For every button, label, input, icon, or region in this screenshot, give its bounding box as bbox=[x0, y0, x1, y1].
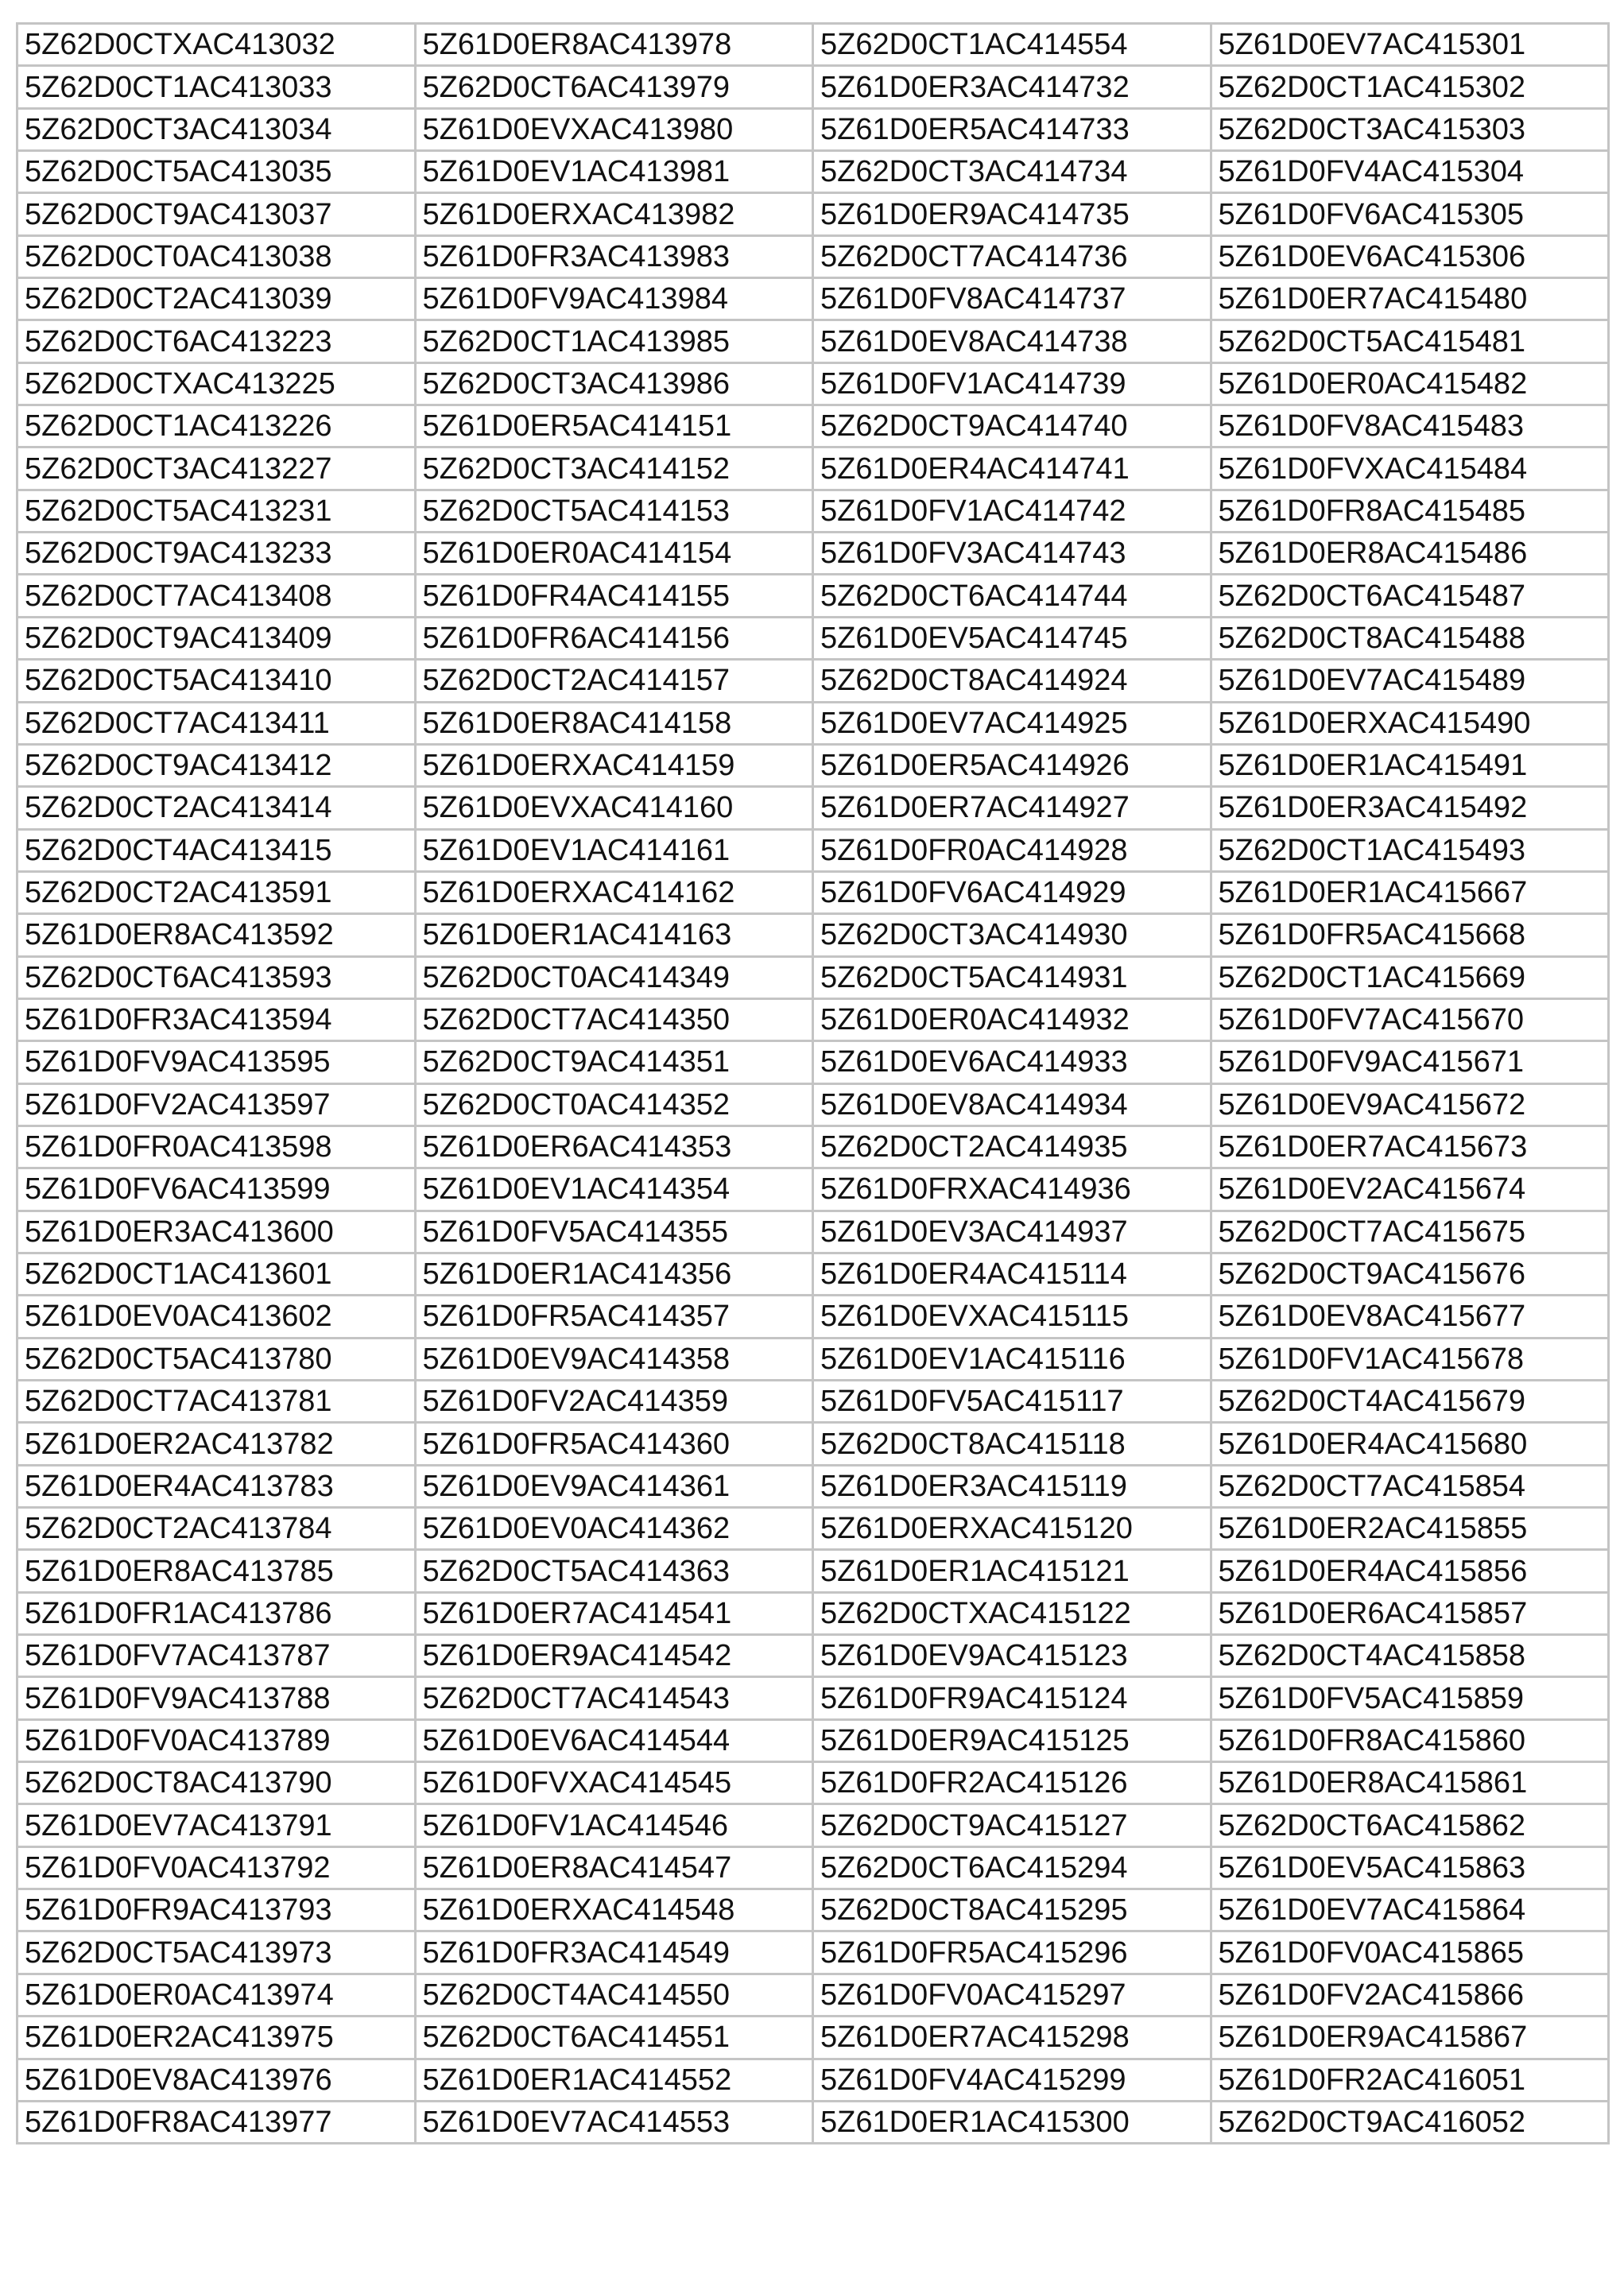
vin-cell: 5Z61D0FVXAC415484 bbox=[1211, 447, 1609, 490]
vin-cell: 5Z61D0EV7AC415864 bbox=[1211, 1889, 1609, 1931]
vin-cell: 5Z61D0ER1AC414163 bbox=[415, 914, 813, 956]
table-row bbox=[17, 1592, 1609, 1634]
table-row bbox=[17, 1126, 1609, 1168]
vin-cell: 5Z62D0CT5AC413231 bbox=[17, 490, 416, 532]
vin-table-body bbox=[17, 24, 1609, 2144]
vin-cell: 5Z61D0ER5AC414733 bbox=[813, 108, 1211, 150]
vin-cell: 5Z61D0ER3AC414732 bbox=[813, 66, 1211, 108]
vin-cell: 5Z61D0FR1AC413786 bbox=[17, 1592, 416, 1634]
table-row bbox=[17, 1635, 1609, 1677]
vin-cell: 5Z62D0CT6AC415862 bbox=[1211, 1804, 1609, 1846]
vin-cell: 5Z62D0CT2AC414935 bbox=[813, 1126, 1211, 1168]
vin-cell: 5Z62D0CT4AC415858 bbox=[1211, 1635, 1609, 1677]
vin-cell: 5Z62D0CT6AC414551 bbox=[415, 2017, 813, 2059]
vin-cell: 5Z61D0ER5AC414926 bbox=[813, 744, 1211, 786]
vin-table bbox=[16, 22, 1610, 2144]
vin-cell: 5Z61D0FRXAC414936 bbox=[813, 1168, 1211, 1211]
vin-cell: 5Z61D0FV6AC415305 bbox=[1211, 193, 1609, 235]
table-row bbox=[17, 66, 1609, 108]
vin-cell: 5Z62D0CT7AC414543 bbox=[415, 1677, 813, 1719]
table-row bbox=[17, 1931, 1609, 1974]
vin-cell: 5Z61D0FR2AC415126 bbox=[813, 1762, 1211, 1804]
vin-cell: 5Z61D0ER0AC414932 bbox=[813, 998, 1211, 1040]
vin-cell: 5Z61D0EV0AC414362 bbox=[415, 1508, 813, 1550]
vin-cell: 5Z61D0ER8AC414158 bbox=[415, 702, 813, 744]
vin-cell: 5Z61D0FV9AC413984 bbox=[415, 278, 813, 320]
vin-cell: 5Z62D0CTXAC413225 bbox=[17, 362, 416, 405]
vin-cell: 5Z61D0EV1AC414354 bbox=[415, 1168, 813, 1211]
vin-cell: 5Z61D0FV7AC413787 bbox=[17, 1635, 416, 1677]
vin-cell: 5Z61D0FR9AC415124 bbox=[813, 1677, 1211, 1719]
vin-cell: 5Z61D0EV8AC414738 bbox=[813, 320, 1211, 362]
vin-cell: 5Z62D0CT4AC414550 bbox=[415, 1974, 813, 2016]
vin-cell: 5Z62D0CT5AC414931 bbox=[813, 956, 1211, 998]
vin-cell: 5Z62D0CT1AC415669 bbox=[1211, 956, 1609, 998]
vin-cell: 5Z61D0FV2AC413597 bbox=[17, 1083, 416, 1126]
vin-cell: 5Z62D0CT3AC415303 bbox=[1211, 108, 1609, 150]
vin-cell: 5Z62D0CT8AC415118 bbox=[813, 1423, 1211, 1465]
vin-cell: 5Z61D0EV7AC415301 bbox=[1211, 24, 1609, 66]
vin-cell: 5Z61D0EV0AC413602 bbox=[17, 1296, 416, 1338]
vin-cell: 5Z61D0FV8AC414737 bbox=[813, 278, 1211, 320]
vin-cell: 5Z61D0FV6AC413599 bbox=[17, 1168, 416, 1211]
vin-cell: 5Z62D0CTXAC415122 bbox=[813, 1592, 1211, 1634]
vin-cell: 5Z62D0CT8AC415295 bbox=[813, 1889, 1211, 1931]
vin-cell: 5Z62D0CT9AC413233 bbox=[17, 533, 416, 575]
vin-cell: 5Z61D0EV6AC415306 bbox=[1211, 235, 1609, 277]
vin-cell: 5Z61D0ER1AC414356 bbox=[415, 1253, 813, 1295]
vin-cell: 5Z61D0EV1AC414161 bbox=[415, 829, 813, 871]
table-row bbox=[17, 193, 1609, 235]
table-row bbox=[17, 914, 1609, 956]
table-row bbox=[17, 278, 1609, 320]
table-row bbox=[17, 617, 1609, 659]
vin-cell: 5Z62D0CT1AC415302 bbox=[1211, 66, 1609, 108]
vin-cell: 5Z62D0CT9AC414740 bbox=[813, 405, 1211, 447]
vin-cell: 5Z61D0ER4AC415856 bbox=[1211, 1550, 1609, 1592]
vin-cell: 5Z62D0CT6AC413593 bbox=[17, 956, 416, 998]
vin-cell: 5Z61D0ER8AC414547 bbox=[415, 1846, 813, 1889]
vin-cell: 5Z62D0CT6AC413223 bbox=[17, 320, 416, 362]
vin-cell: 5Z61D0ERXAC414548 bbox=[415, 1889, 813, 1931]
table-row bbox=[17, 235, 1609, 277]
vin-cell: 5Z61D0FV1AC414739 bbox=[813, 362, 1211, 405]
vin-cell: 5Z62D0CT1AC413601 bbox=[17, 1253, 416, 1295]
vin-cell: 5Z61D0FV0AC415865 bbox=[1211, 1931, 1609, 1974]
table-row bbox=[17, 533, 1609, 575]
vin-cell: 5Z62D0CT7AC415675 bbox=[1211, 1211, 1609, 1253]
vin-cell: 5Z62D0CT9AC414351 bbox=[415, 1041, 813, 1083]
vin-cell: 5Z61D0EV5AC414745 bbox=[813, 617, 1211, 659]
vin-cell: 5Z62D0CT2AC413591 bbox=[17, 871, 416, 913]
vin-cell: 5Z61D0ER2AC415855 bbox=[1211, 1508, 1609, 1550]
vin-cell: 5Z62D0CT9AC413412 bbox=[17, 744, 416, 786]
vin-cell: 5Z61D0EV9AC414358 bbox=[415, 1338, 813, 1380]
vin-cell: 5Z61D0ER0AC413974 bbox=[17, 1974, 416, 2016]
table-row bbox=[17, 744, 1609, 786]
vin-cell: 5Z61D0EV7AC414925 bbox=[813, 702, 1211, 744]
vin-cell: 5Z62D0CT2AC413039 bbox=[17, 278, 416, 320]
vin-cell: 5Z61D0ER6AC415857 bbox=[1211, 1592, 1609, 1634]
vin-cell: 5Z61D0ER2AC413782 bbox=[17, 1423, 416, 1465]
vin-cell: 5Z61D0ER7AC415480 bbox=[1211, 278, 1609, 320]
vin-cell: 5Z62D0CT5AC413780 bbox=[17, 1338, 416, 1380]
vin-cell: 5Z61D0FV4AC415304 bbox=[1211, 151, 1609, 193]
vin-cell: 5Z61D0ERXAC415120 bbox=[813, 1508, 1211, 1550]
vin-cell: 5Z62D0CT5AC415481 bbox=[1211, 320, 1609, 362]
table-row bbox=[17, 1465, 1609, 1507]
vin-cell: 5Z61D0ERXAC413982 bbox=[415, 193, 813, 235]
vin-cell: 5Z62D0CT0AC413038 bbox=[17, 235, 416, 277]
vin-cell: 5Z62D0CT5AC414363 bbox=[415, 1550, 813, 1592]
vin-cell: 5Z62D0CT6AC414744 bbox=[813, 575, 1211, 617]
vin-cell: 5Z61D0EV3AC414937 bbox=[813, 1211, 1211, 1253]
vin-cell: 5Z62D0CT5AC413410 bbox=[17, 660, 416, 702]
vin-cell: 5Z61D0ER4AC415680 bbox=[1211, 1423, 1609, 1465]
vin-cell: 5Z61D0FR5AC414360 bbox=[415, 1423, 813, 1465]
table-row bbox=[17, 660, 1609, 702]
vin-cell: 5Z61D0ERXAC414159 bbox=[415, 744, 813, 786]
vin-cell: 5Z61D0ER8AC413592 bbox=[17, 914, 416, 956]
vin-cell: 5Z62D0CT8AC413790 bbox=[17, 1762, 416, 1804]
vin-cell: 5Z61D0ER1AC415121 bbox=[813, 1550, 1211, 1592]
vin-cell: 5Z61D0ER1AC415491 bbox=[1211, 744, 1609, 786]
table-row bbox=[17, 1338, 1609, 1380]
vin-cell: 5Z61D0FR3AC414549 bbox=[415, 1931, 813, 1974]
vin-cell: 5Z62D0CT0AC414352 bbox=[415, 1083, 813, 1126]
vin-cell: 5Z62D0CT1AC413226 bbox=[17, 405, 416, 447]
vin-cell: 5Z62D0CT9AC415676 bbox=[1211, 1253, 1609, 1295]
vin-cell: 5Z61D0FV1AC415678 bbox=[1211, 1338, 1609, 1380]
vin-cell: 5Z61D0ER8AC413978 bbox=[415, 24, 813, 66]
vin-cell: 5Z61D0FV2AC415866 bbox=[1211, 1974, 1609, 2016]
vin-cell: 5Z61D0FR3AC413594 bbox=[17, 998, 416, 1040]
vin-cell: 5Z61D0FR2AC416051 bbox=[1211, 2059, 1609, 2101]
table-row bbox=[17, 405, 1609, 447]
vin-cell: 5Z61D0EVXAC414160 bbox=[415, 787, 813, 829]
vin-cell: 5Z62D0CTXAC413032 bbox=[17, 24, 416, 66]
table-row bbox=[17, 1041, 1609, 1083]
vin-cell: 5Z62D0CT7AC415854 bbox=[1211, 1465, 1609, 1507]
vin-cell: 5Z62D0CT6AC415487 bbox=[1211, 575, 1609, 617]
table-row bbox=[17, 490, 1609, 532]
vin-cell: 5Z61D0EV9AC415672 bbox=[1211, 1083, 1609, 1126]
table-row bbox=[17, 829, 1609, 871]
vin-cell: 5Z62D0CT9AC413037 bbox=[17, 193, 416, 235]
table-row bbox=[17, 151, 1609, 193]
vin-cell: 5Z62D0CT3AC413034 bbox=[17, 108, 416, 150]
vin-cell: 5Z62D0CT7AC413781 bbox=[17, 1381, 416, 1423]
table-row bbox=[17, 1211, 1609, 1253]
table-row bbox=[17, 1974, 1609, 2016]
vin-cell: 5Z61D0FV5AC414355 bbox=[415, 1211, 813, 1253]
vin-cell: 5Z61D0FR8AC415485 bbox=[1211, 490, 1609, 532]
vin-cell: 5Z61D0FR0AC413598 bbox=[17, 1126, 416, 1168]
vin-cell: 5Z61D0FR9AC413793 bbox=[17, 1889, 416, 1931]
vin-cell: 5Z61D0FR0AC414928 bbox=[813, 829, 1211, 871]
vin-cell: 5Z62D0CT7AC414350 bbox=[415, 998, 813, 1040]
vin-cell: 5Z61D0FV0AC415297 bbox=[813, 1974, 1211, 2016]
vin-cell: 5Z61D0ER7AC414927 bbox=[813, 787, 1211, 829]
vin-cell: 5Z61D0ER1AC415300 bbox=[813, 2101, 1211, 2143]
vin-cell: 5Z61D0ER8AC415861 bbox=[1211, 1762, 1609, 1804]
table-row bbox=[17, 1762, 1609, 1804]
table-row bbox=[17, 575, 1609, 617]
table-row bbox=[17, 956, 1609, 998]
table-row bbox=[17, 1846, 1609, 1889]
vin-cell: 5Z61D0FV7AC415670 bbox=[1211, 998, 1609, 1040]
vin-cell: 5Z62D0CT3AC413986 bbox=[415, 362, 813, 405]
vin-cell: 5Z61D0EV7AC414553 bbox=[415, 2101, 813, 2143]
vin-cell: 5Z61D0ER8AC413785 bbox=[17, 1550, 416, 1592]
vin-cell: 5Z61D0ER1AC415667 bbox=[1211, 871, 1609, 913]
vin-cell: 5Z61D0EVXAC413980 bbox=[415, 108, 813, 150]
table-row bbox=[17, 1804, 1609, 1846]
vin-cell: 5Z62D0CT3AC413227 bbox=[17, 447, 416, 490]
vin-cell: 5Z62D0CT7AC414736 bbox=[813, 235, 1211, 277]
vin-cell: 5Z61D0ERXAC415490 bbox=[1211, 702, 1609, 744]
vin-cell: 5Z61D0FR3AC413983 bbox=[415, 235, 813, 277]
vin-cell: 5Z61D0FR5AC415668 bbox=[1211, 914, 1609, 956]
vin-cell: 5Z61D0EV5AC415863 bbox=[1211, 1846, 1609, 1889]
table-row bbox=[17, 1508, 1609, 1550]
vin-cell: 5Z61D0EV8AC413976 bbox=[17, 2059, 416, 2101]
vin-cell: 5Z61D0ER4AC413783 bbox=[17, 1465, 416, 1507]
vin-cell: 5Z61D0FV5AC415859 bbox=[1211, 1677, 1609, 1719]
table-row bbox=[17, 447, 1609, 490]
table-row bbox=[17, 1550, 1609, 1592]
vin-cell: 5Z61D0FV4AC415299 bbox=[813, 2059, 1211, 2101]
vin-cell: 5Z61D0EV6AC414933 bbox=[813, 1041, 1211, 1083]
table-row bbox=[17, 1423, 1609, 1465]
vin-cell: 5Z61D0ER9AC415867 bbox=[1211, 2017, 1609, 2059]
vin-cell: 5Z61D0ER7AC414541 bbox=[415, 1592, 813, 1634]
vin-cell: 5Z62D0CT2AC413414 bbox=[17, 787, 416, 829]
vin-cell: 5Z61D0FR8AC413977 bbox=[17, 2101, 416, 2143]
vin-cell: 5Z62D0CT1AC414554 bbox=[813, 24, 1211, 66]
vin-cell: 5Z61D0ER0AC414154 bbox=[415, 533, 813, 575]
vin-cell: 5Z61D0FV0AC413792 bbox=[17, 1846, 416, 1889]
vin-cell: 5Z62D0CT8AC414924 bbox=[813, 660, 1211, 702]
vin-cell: 5Z61D0ER4AC415114 bbox=[813, 1253, 1211, 1295]
vin-cell: 5Z62D0CT9AC413409 bbox=[17, 617, 416, 659]
vin-cell: 5Z61D0ER3AC415119 bbox=[813, 1465, 1211, 1507]
table-row bbox=[17, 1253, 1609, 1295]
vin-cell: 5Z61D0FV6AC414929 bbox=[813, 871, 1211, 913]
table-row bbox=[17, 1296, 1609, 1338]
vin-cell: 5Z61D0ER3AC413600 bbox=[17, 1211, 416, 1253]
vin-cell: 5Z61D0ER0AC415482 bbox=[1211, 362, 1609, 405]
table-row bbox=[17, 787, 1609, 829]
vin-cell: 5Z61D0FR5AC414357 bbox=[415, 1296, 813, 1338]
vin-cell: 5Z62D0CT6AC415294 bbox=[813, 1846, 1211, 1889]
vin-cell: 5Z62D0CT3AC414930 bbox=[813, 914, 1211, 956]
vin-cell: 5Z61D0EV8AC414934 bbox=[813, 1083, 1211, 1126]
vin-cell: 5Z61D0FR6AC414156 bbox=[415, 617, 813, 659]
table-row bbox=[17, 1168, 1609, 1211]
table-row bbox=[17, 24, 1609, 66]
table-row bbox=[17, 108, 1609, 150]
vin-cell: 5Z62D0CT7AC413408 bbox=[17, 575, 416, 617]
table-row bbox=[17, 320, 1609, 362]
vin-cell: 5Z61D0FV9AC415671 bbox=[1211, 1041, 1609, 1083]
vin-cell: 5Z62D0CT0AC414349 bbox=[415, 956, 813, 998]
vin-cell: 5Z62D0CT5AC413035 bbox=[17, 151, 416, 193]
vin-cell: 5Z62D0CT1AC413985 bbox=[415, 320, 813, 362]
vin-cell: 5Z61D0ER9AC414542 bbox=[415, 1635, 813, 1677]
vin-cell: 5Z61D0FV3AC414743 bbox=[813, 533, 1211, 575]
table-row bbox=[17, 1719, 1609, 1761]
vin-cell: 5Z61D0FR4AC414155 bbox=[415, 575, 813, 617]
vin-cell: 5Z61D0EVXAC415115 bbox=[813, 1296, 1211, 1338]
vin-cell: 5Z61D0EV2AC415674 bbox=[1211, 1168, 1609, 1211]
table-row bbox=[17, 2059, 1609, 2101]
vin-cell: 5Z62D0CT1AC413033 bbox=[17, 66, 416, 108]
vin-cell: 5Z61D0EV1AC415116 bbox=[813, 1338, 1211, 1380]
table-row bbox=[17, 1677, 1609, 1719]
vin-cell: 5Z62D0CT5AC413973 bbox=[17, 1931, 416, 1974]
vin-cell: 5Z62D0CT4AC413415 bbox=[17, 829, 416, 871]
vin-cell: 5Z61D0FV9AC413788 bbox=[17, 1677, 416, 1719]
vin-cell: 5Z61D0FV8AC415483 bbox=[1211, 405, 1609, 447]
vin-cell: 5Z61D0FR8AC415860 bbox=[1211, 1719, 1609, 1761]
vin-cell: 5Z61D0FV1AC414742 bbox=[813, 490, 1211, 532]
vin-cell: 5Z61D0FVXAC414545 bbox=[415, 1762, 813, 1804]
vin-cell: 5Z61D0ER8AC415486 bbox=[1211, 533, 1609, 575]
table-row bbox=[17, 871, 1609, 913]
vin-cell: 5Z62D0CT6AC413979 bbox=[415, 66, 813, 108]
vin-cell: 5Z61D0EV6AC414544 bbox=[415, 1719, 813, 1761]
vin-cell: 5Z62D0CT5AC414153 bbox=[415, 490, 813, 532]
table-row bbox=[17, 362, 1609, 405]
vin-cell: 5Z62D0CT4AC415679 bbox=[1211, 1381, 1609, 1423]
vin-cell: 5Z61D0ER7AC415673 bbox=[1211, 1126, 1609, 1168]
vin-cell: 5Z61D0EV9AC414361 bbox=[415, 1465, 813, 1507]
vin-cell: 5Z61D0EV1AC413981 bbox=[415, 151, 813, 193]
vin-cell: 5Z62D0CT9AC416052 bbox=[1211, 2101, 1609, 2143]
vin-cell: 5Z62D0CT3AC414734 bbox=[813, 151, 1211, 193]
table-row bbox=[17, 1889, 1609, 1931]
vin-cell: 5Z61D0EV8AC415677 bbox=[1211, 1296, 1609, 1338]
vin-cell: 5Z62D0CT8AC415488 bbox=[1211, 617, 1609, 659]
vin-cell: 5Z62D0CT1AC415493 bbox=[1211, 829, 1609, 871]
vin-cell: 5Z62D0CT3AC414152 bbox=[415, 447, 813, 490]
vin-cell: 5Z61D0ER1AC414552 bbox=[415, 2059, 813, 2101]
vin-cell: 5Z62D0CT7AC413411 bbox=[17, 702, 416, 744]
vin-cell: 5Z61D0FV5AC415117 bbox=[813, 1381, 1211, 1423]
vin-cell: 5Z61D0ER4AC414741 bbox=[813, 447, 1211, 490]
table-row bbox=[17, 998, 1609, 1040]
table-row bbox=[17, 2101, 1609, 2143]
vin-cell: 5Z61D0ER3AC415492 bbox=[1211, 787, 1609, 829]
vin-cell: 5Z61D0ER6AC414353 bbox=[415, 1126, 813, 1168]
vin-cell: 5Z61D0FV0AC413789 bbox=[17, 1719, 416, 1761]
table-row bbox=[17, 2017, 1609, 2059]
vin-cell: 5Z61D0FV2AC414359 bbox=[415, 1381, 813, 1423]
vin-cell: 5Z61D0FV9AC413595 bbox=[17, 1041, 416, 1083]
vin-cell: 5Z61D0EV7AC413791 bbox=[17, 1804, 416, 1846]
vin-cell: 5Z61D0ERXAC414162 bbox=[415, 871, 813, 913]
vin-cell: 5Z62D0CT9AC415127 bbox=[813, 1804, 1211, 1846]
vin-cell: 5Z62D0CT2AC414157 bbox=[415, 660, 813, 702]
vin-cell: 5Z61D0ER7AC415298 bbox=[813, 2017, 1211, 2059]
vin-cell: 5Z61D0ER9AC414735 bbox=[813, 193, 1211, 235]
vin-cell: 5Z61D0FV1AC414546 bbox=[415, 1804, 813, 1846]
vin-cell: 5Z61D0ER9AC415125 bbox=[813, 1719, 1211, 1761]
vin-cell: 5Z61D0ER5AC414151 bbox=[415, 405, 813, 447]
vin-cell: 5Z62D0CT2AC413784 bbox=[17, 1508, 416, 1550]
vin-cell: 5Z61D0EV7AC415489 bbox=[1211, 660, 1609, 702]
table-row bbox=[17, 1381, 1609, 1423]
vin-cell: 5Z61D0EV9AC415123 bbox=[813, 1635, 1211, 1677]
vin-cell: 5Z61D0FR5AC415296 bbox=[813, 1931, 1211, 1974]
table-row bbox=[17, 1083, 1609, 1126]
table-row bbox=[17, 702, 1609, 744]
vin-cell: 5Z61D0ER2AC413975 bbox=[17, 2017, 416, 2059]
